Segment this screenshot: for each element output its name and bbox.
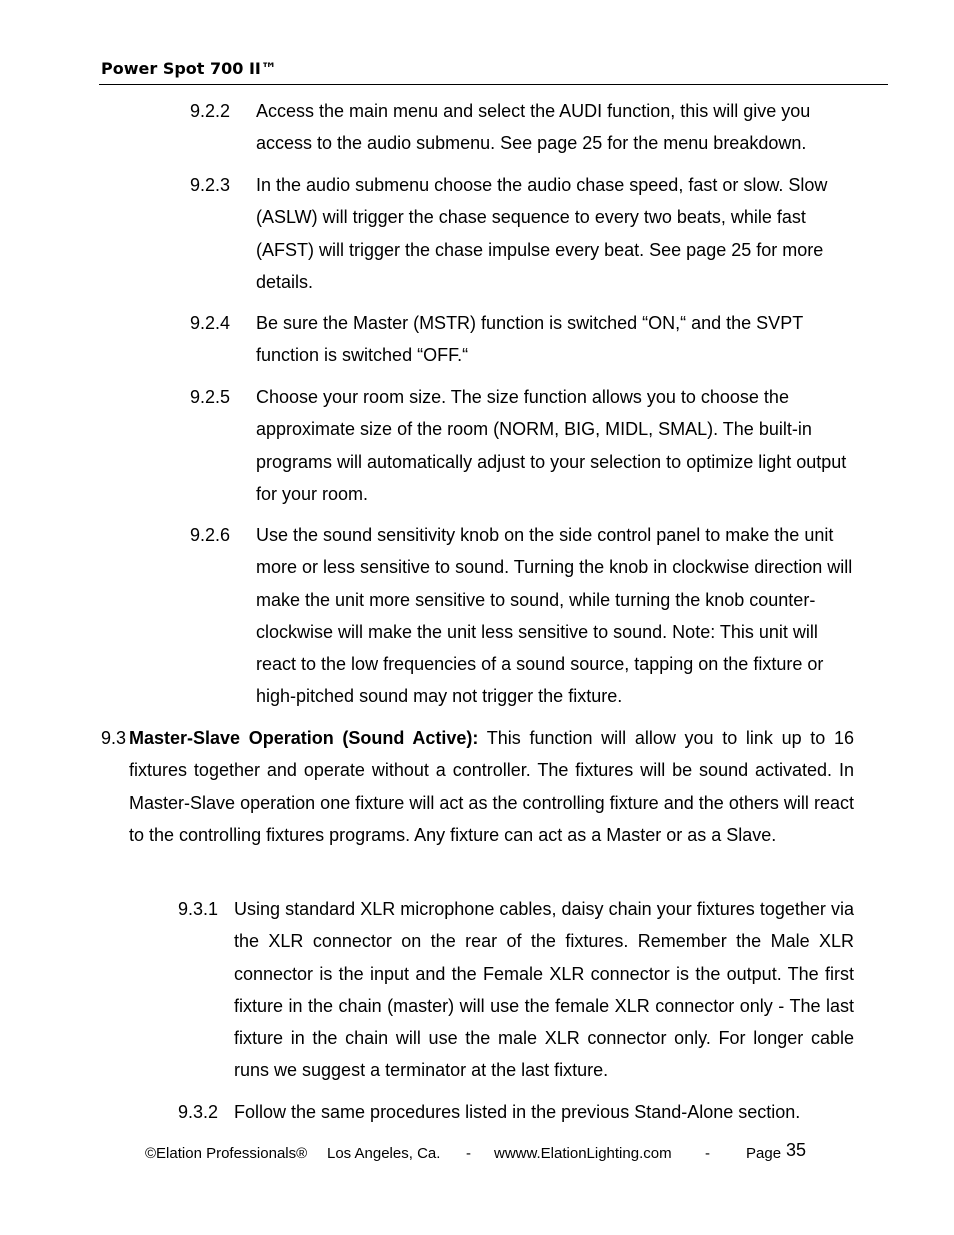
item-text: Access the main menu and select the AUDI function, this will give you access to the audio submenu. See page 25 for the menu breakdown. (256, 101, 811, 154)
item-text: Be sure the Master (MSTR) function is switched “ON,“ and the SVPT function is switched “OFF.“ (256, 313, 803, 366)
footer-location: Los Angeles, Ca. (327, 1145, 441, 1162)
item-number: 9.2.2 (190, 101, 231, 121)
document-header-title: Power Spot 700 II™ (101, 59, 277, 78)
footer-separator: - (705, 1145, 710, 1162)
footer-page-label: Page (746, 1145, 782, 1162)
section-heading: Master-Slave Operation (Sound Active): (129, 728, 479, 748)
item-text: Follow the same procedures listed in the previous Stand-Alone section. (234, 1102, 801, 1122)
item-number: 9.2.5 (190, 387, 231, 407)
item-text: Use the sound sensitivity knob on the side control panel to make the unit more or less sensitive to sound. Turning the knob in clockwise direction will make the unit more sensitive to sound, while turning the knob counter-clockwise will make the unit less sensitive to sound. Note: This unit will react to the low frequencies of a sound source, tapping on the fixture or high-pitched sound may not trigger the fixture. (256, 525, 853, 707)
item-number: 9.2.4 (190, 313, 231, 333)
footer-company: ©Elation Professionals® (145, 1145, 308, 1162)
header-divider (99, 84, 888, 85)
item-text: In the audio submenu choose the audio chase speed, fast or slow. Slow (ASLW) will trigger the chase sequence to every two beats, while fast (AFST) will trigger the chase impulse every beat. See page 25 for more details. (256, 175, 828, 292)
item-text: Using standard XLR microphone cables, daisy chain your fixtures together via the XLR connector on the rear of the fixtures. Remember the Male XLR connector is the input and the Female XLR connector is the output. The first fixture in the chain (master) will use the female XLR connector only - The last fixture in the chain will use the male XLR connector only. For longer cable runs we suggest a terminator at the last fixture. (234, 899, 854, 1081)
footer-page-number: 35 (786, 1140, 807, 1160)
footer-website: wwww.ElationLighting.com (494, 1145, 672, 1162)
section-number: 9.3 (101, 728, 127, 748)
item-number: 9.3.1 (178, 899, 219, 919)
item-number: 9.2.3 (190, 175, 231, 195)
item-text: Choose your room size. The size function allows you to choose the approximate size of the room (NORM, BIG, MIDL, SMAL). The built-in programs will automatically adjust to your selection to optimize light output for your room. (256, 387, 847, 504)
item-number: 9.2.6 (190, 525, 231, 545)
item-number: 9.3.2 (178, 1102, 219, 1122)
footer-separator: - (466, 1145, 471, 1162)
section-body: This function will allow you to link up to 16 fixtures together and operate without a controller. The fixtures will be sound activated. In Master-Slave operation one fixture will act as the controlling fixture and the others will react to the controlling fixtures programs. Any fixture can act as a Master or as a Slave. (129, 728, 854, 845)
section-text (129, 722, 854, 851)
